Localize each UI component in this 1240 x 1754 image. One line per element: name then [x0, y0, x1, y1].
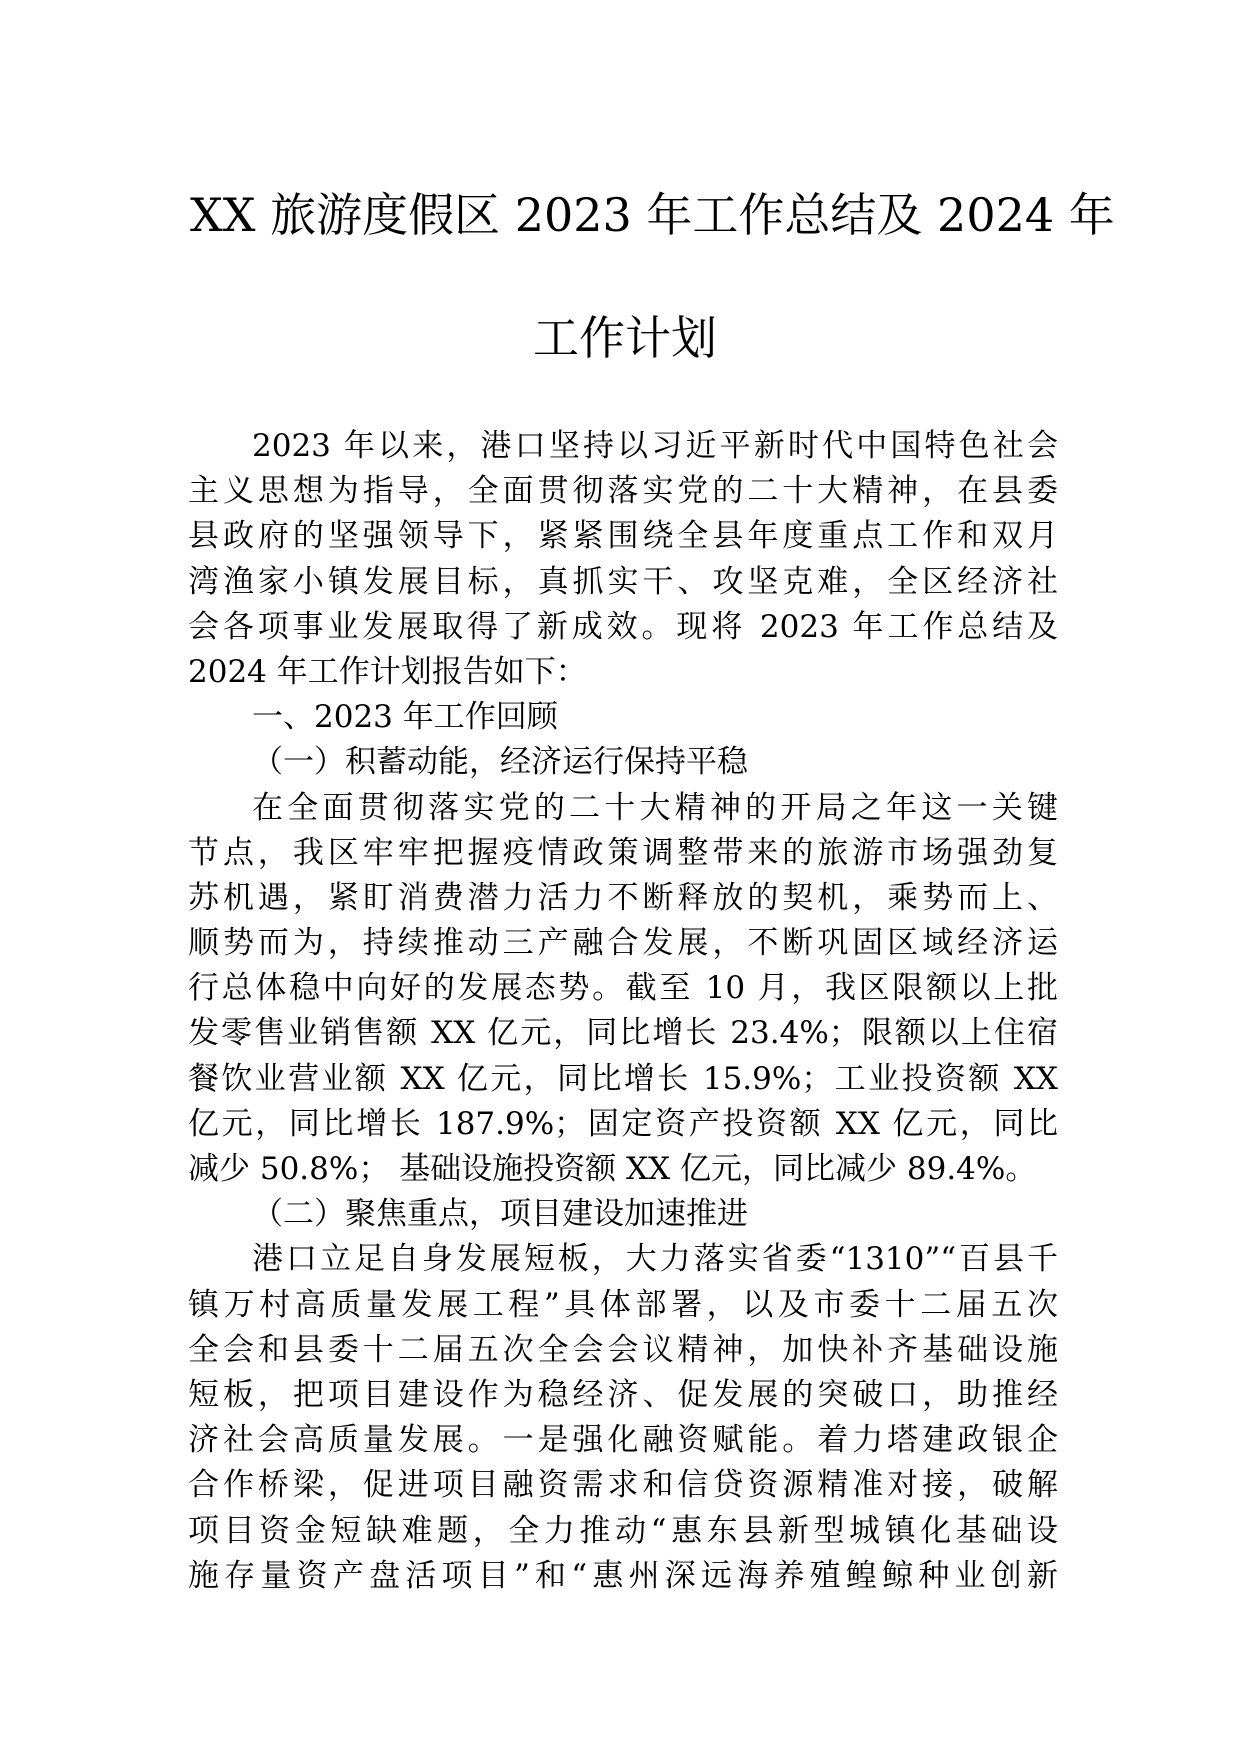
paragraph-line: 在全面贯彻落实党的二十大精神的开局之年这一关键 — [252, 789, 1058, 826]
paragraph-line: 行总体稳中向好的发展态势。截至 10 月，我区限额以上批 — [188, 970, 1058, 1007]
paragraph-line: 主义思想为指导，全面贯彻落实党的二十大精神，在县委 — [188, 473, 1058, 510]
paragraph-line: 合作桥梁，促进项目融资需求和信贷资源精准对接，破解 — [188, 1467, 1058, 1504]
paragraph-line: 节点，我区牢牢把握疫情政策调整带来的旅游市场强劲复 — [188, 834, 1058, 871]
paragraph-line: 湾渔家小镇发展目标，真抓实干、攻坚克难，全区经济社 — [188, 563, 1058, 600]
subsection-heading: （一）积蓄动能，经济运行保持平稳 — [252, 744, 748, 781]
paragraph-line: 苏机遇，紧盯消费潜力活力不断释放的契机，乘势而上、 — [188, 879, 1058, 916]
paragraph-line: 2024 年工作计划报告如下： — [188, 653, 587, 690]
document-title-line-2: 工作计划 — [533, 311, 717, 365]
paragraph-line: 减少 50.8%； 基础设施投资额 XX 亿元，同比减少 89.4%。 — [188, 1151, 1037, 1187]
paragraph-line: 亿元，同比增长 187.9%；固定资产投资额 XX 亿元，同比 — [188, 1105, 1058, 1142]
document-body — [188, 424, 1058, 1599]
document-title-line-1: XX 旅游度假区 2023 年工作总结及 2024 年 — [190, 188, 1115, 242]
subsection-heading: （二）聚焦重点，项目建设加速推进 — [252, 1196, 748, 1233]
paragraph-line: 项目资金短缺难题，全力推动“惠东县新型城镇化基础设 — [188, 1512, 1058, 1549]
paragraph-line: 会各项事业发展取得了新成效。现将 2023 年工作总结及 — [188, 608, 1058, 645]
paragraph-line: 施存量资产盘活项目”和“惠州深远海养殖鳇鲸种业创新 — [188, 1557, 1058, 1594]
paragraph-line: 县政府的坚强领导下，紧紧围绕全县年度重点工作和双月 — [188, 518, 1058, 555]
paragraph-line: 顺势而为，持续推动三产融合发展，不断巩固区域经济运 — [188, 925, 1058, 962]
paragraph-line: 短板，把项目建设作为稳经济、促发展的突破口，助推经 — [188, 1376, 1058, 1413]
paragraph-line: 济社会高质量发展。一是强化融资赋能。着力塔建政银企 — [188, 1422, 1058, 1459]
paragraph-line: 发零售业销售额 XX 亿元，同比增长 23.4%；限额以上住宿 — [188, 1015, 1058, 1052]
paragraph-line: 全会和县委十二届五次全会会议精神，加快补齐基础设施 — [188, 1331, 1058, 1368]
paragraph-line: 2023 年以来，港口坚持以习近平新时代中国特色社会 — [252, 428, 1058, 464]
paragraph-line: 镇万村高质量发展工程”具体部署，以及市委十二届五次 — [188, 1286, 1058, 1323]
section-heading: 一、2023 年工作回顾 — [252, 699, 558, 736]
paragraph-line: 港口立足自身发展短板，大力落实省委“1310”“百县千 — [252, 1241, 1058, 1278]
paragraph-line: 餐饮业营业额 XX 亿元，同比增长 15.9%；工业投资额 XX — [188, 1060, 1058, 1097]
